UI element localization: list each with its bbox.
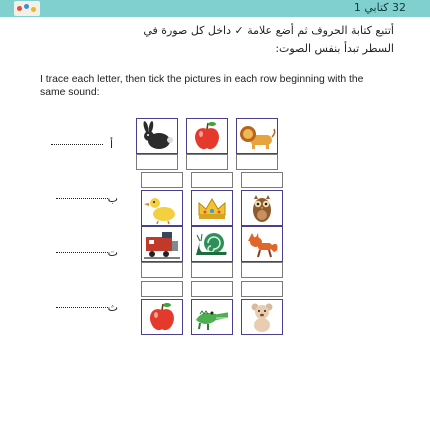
picture-box <box>191 190 233 226</box>
trace-letter-area[interactable] <box>30 303 122 317</box>
picture-box <box>241 226 283 262</box>
trace-letter-area[interactable] <box>30 248 122 262</box>
tracing-dots <box>56 252 108 253</box>
trace-letter: ث <box>107 301 118 314</box>
tick-box[interactable] <box>241 262 283 278</box>
crocodile-icon <box>192 300 232 334</box>
picture-box <box>191 299 233 335</box>
exercise-row-3 <box>0 226 430 274</box>
teddy-bear-icon <box>242 300 282 334</box>
train-icon <box>142 227 182 261</box>
picture-box <box>241 190 283 226</box>
tick-box[interactable] <box>136 154 178 170</box>
picture-box <box>236 118 278 154</box>
tick-box[interactable] <box>141 281 183 297</box>
picture-box <box>241 299 283 335</box>
tick-box[interactable] <box>191 281 233 297</box>
english-instruction: I trace each letter, then tick the pictures in each row beginning with the same sound: <box>40 74 364 98</box>
page-label: 32 كتابي 1 <box>353 1 406 14</box>
duck-icon <box>142 191 182 225</box>
trace-letter: ت <box>107 246 118 259</box>
trace-letter: أ <box>109 138 113 151</box>
exercise-row-4 <box>0 281 430 329</box>
tracing-dots <box>56 307 108 308</box>
tick-box[interactable] <box>141 262 183 278</box>
apple-icon <box>187 119 227 153</box>
header-bar <box>0 0 430 17</box>
tick-box[interactable] <box>186 154 228 170</box>
school-logo-icon <box>14 1 40 16</box>
arabic-instruction-line-2: السطر تبدأ بنفس الصوت: <box>275 42 394 55</box>
picture-box <box>141 226 183 262</box>
owl-icon <box>242 191 282 225</box>
picture-box <box>186 118 228 154</box>
picture-box <box>141 299 183 335</box>
rabbit-icon <box>137 119 177 153</box>
tick-box[interactable] <box>141 172 183 188</box>
tick-box[interactable] <box>241 172 283 188</box>
tick-box[interactable] <box>191 262 233 278</box>
tracing-dots <box>51 144 103 145</box>
tracing-dots <box>56 198 108 199</box>
apple-icon <box>142 300 182 334</box>
lion-icon <box>237 119 277 153</box>
snail-icon <box>192 227 232 261</box>
picture-box <box>136 118 178 154</box>
exercise-row-1 <box>0 118 430 166</box>
picture-box <box>191 226 233 262</box>
picture-box <box>141 190 183 226</box>
fox-icon <box>242 227 282 261</box>
tick-box[interactable] <box>241 281 283 297</box>
arabic-instruction-line-1: أتتبع كتابة الحروف ثم أضع علامة ✓ داخل كل صورة في <box>143 24 394 37</box>
tick-box[interactable] <box>191 172 233 188</box>
tick-box[interactable] <box>236 154 278 170</box>
trace-letter: ب <box>107 192 118 205</box>
exercise-row-2 <box>0 172 430 220</box>
trace-letter-area[interactable] <box>30 194 122 208</box>
trace-letter-area[interactable] <box>25 140 117 154</box>
crown-icon <box>192 191 232 225</box>
